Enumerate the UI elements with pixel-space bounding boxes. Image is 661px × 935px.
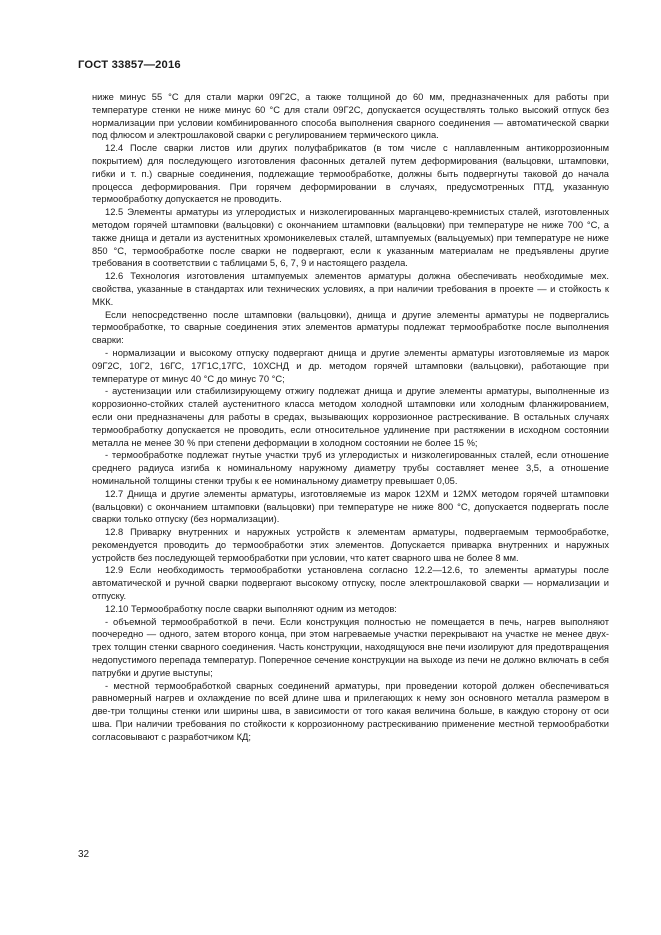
paragraph-12-5: 12.5 Элементы арматуры из углеродистых и низколегированных марганцево-кремнистых сталей, изготовленных методом горячей штамповки (вальцовки) с окончанием штамповки (вальцовки) при температуре не ниже 700 °С, а также днища и детали из аустенитных хромоникелевых сталей, штампуемых (вальцуемых) при температуре не ниже 850 °С, термообработке после сварки не подвергают, если к указанным материалам не предъявлены другие требования в соответствии с таблицами 5, 6, 7, 9 и настоящего раздела. <box>92 207 609 269</box>
list-item-normalization: - нормализации и высокому отпуску подвергают днища и другие элементы арматуры изготовляемые из марок 09Г2С, 10Г2, 16ГС, 17Г1С,17ГС, 10ХСНД и др. методом горячей штамповки (вальцовки), работающие при температуре от минус 40 °С до минус 70 °С; <box>92 347 609 384</box>
paragraph-12-9: 12.9 Если необходимость термообработки установлена согласно 12.2—12.6, то элементы арматуры после автоматической и ручной сварки подвергают высокому отпуску, после электрошлаковой сварки — нормализации и отпуску. <box>92 565 609 602</box>
paragraph-12-6: 12.6 Технология изготовления штампуемых элементов арматуры должна обеспечивать необходимые мех. свойства, указанные в стандартах или технических условиях, а при наличии требования в проекте — и стойкость к МКК. <box>92 271 609 307</box>
paragraph-12-4: 12.4 После сварки листов или других полуфабрикатов (в том числе с наплавленным антикоррозионным покрытием) для последующего изготовления фасонных деталей путем деформирования (вальцовки, штамповки, гибки и т. п.) сварные соединения, подлежащие термообработке, должны быть подвергнуты таковой до начала процесса деформирования. При горячем деформировании в случаях, предусмотренных ПТД, указанную термообработку допускается не проводить. <box>92 143 609 205</box>
page-number: 32 <box>78 849 90 860</box>
document-body <box>92 91 609 744</box>
document-code-header: ГОСТ 33857—2016 <box>78 59 181 71</box>
paragraph-12-10: 12.10 Термообработку после сварки выполняют одним из методов: <box>105 603 397 614</box>
paragraph-12-7: 12.7 Днища и другие элементы арматуры, изготовляемые из марок 12ХМ и 12МХ методом горячей штамповки (вальцовки) с окончанием штамповки (вальцовки) при температуре не ниже 800 °С, допускается подвергать после сварки только отпуску (без нормализации). <box>92 488 609 525</box>
list-item-furnace-treatment: - объемной термообработкой в печи. Если конструкция полностью не помещается в печь, нагрев выполняют поочередно — одного, затем второго конца, при этом нагреваемые участки перекрывают на участке не менее двух-трех толщин стенки сварного соединения. Часть конструкции, находящуюся вне печи изолируют для предотвращения недопустимого перепада температур. Поперечное сечение конструкции на выходе из печи не должно включать в себя патрубки и другие выступы; <box>92 616 609 678</box>
paragraph-12-8: 12.8 Приварку внутренних и наружных устройств к элементам арматуры, подвергаемым термообработке, рекомендуется проводить до термообработки этих элементов. Допускается приварка внутренних и наружных устройств без последующей термообработки при условии, что катет сварного шва не более 8 мм. <box>92 527 609 563</box>
list-item-austenization: - аустенизации или стабилизирующему отжигу подлежат днища и другие элементы арматуры, выполненные из коррозионно-стойких сталей аустенитного класса методом холодной штамповки или холодным фланжированием, если они предназначены для работы в средах, вызывающих коррозионное растрескивание. В остальных случаях термообработку допускается не проводить, если относительное удлинение при растяжении в исходном состоянии металла не менее 30 % при степени деформации в холодном состоянии не более 15 %; <box>92 386 609 448</box>
paragraph-12-6-note: Если непосредственно после штамповки (вальцовки), днища и другие элементы арматуры не подвергались термообработке, то сварные соединения этих элементов арматуры подлежат термообработке после выполнения сварки: <box>92 309 609 346</box>
list-item-local-treatment: - местной термообработкой сварных соединений арматуры, при проведении которой должен обеспечиваться равномерный нагрев и охлаждение по всей длине шва и прилегающих к нему зон основного металла размером в две-три толщины стенки или ширины шва, в зависимости от того какая величина больше, в каждую сторону от оси шва. При наличии требования по стойкости к коррозионному растрескиванию применение местной термообработки согласовывают с разработчиком КД; <box>92 680 609 742</box>
paragraph-continuation: ниже минус 55 °С для стали марки 09Г2С, а также толщиной до 60 мм, предназначенных для работы при температуре стенки не ниже минус 60 °С для стали 09Г2С, допускается осуществлять только высокий отпуск без нормализации при условии комбинированного способа выполнения сварного соединения — автоматической сварки под флюсом и электрошлаковой сварки с регулированием термического цикла. <box>92 92 609 141</box>
list-item-bent-pipes: - термообработке подлежат гнутые участки труб из углеродистых и низколегированных сталей, если отношение среднего радиуса изгиба к номинальному наружному диаметру трубы составляет менее 3,5, а отношение номинальной толщины стенки трубы к ее номинальному диаметру превышает 0,05. <box>92 450 609 486</box>
